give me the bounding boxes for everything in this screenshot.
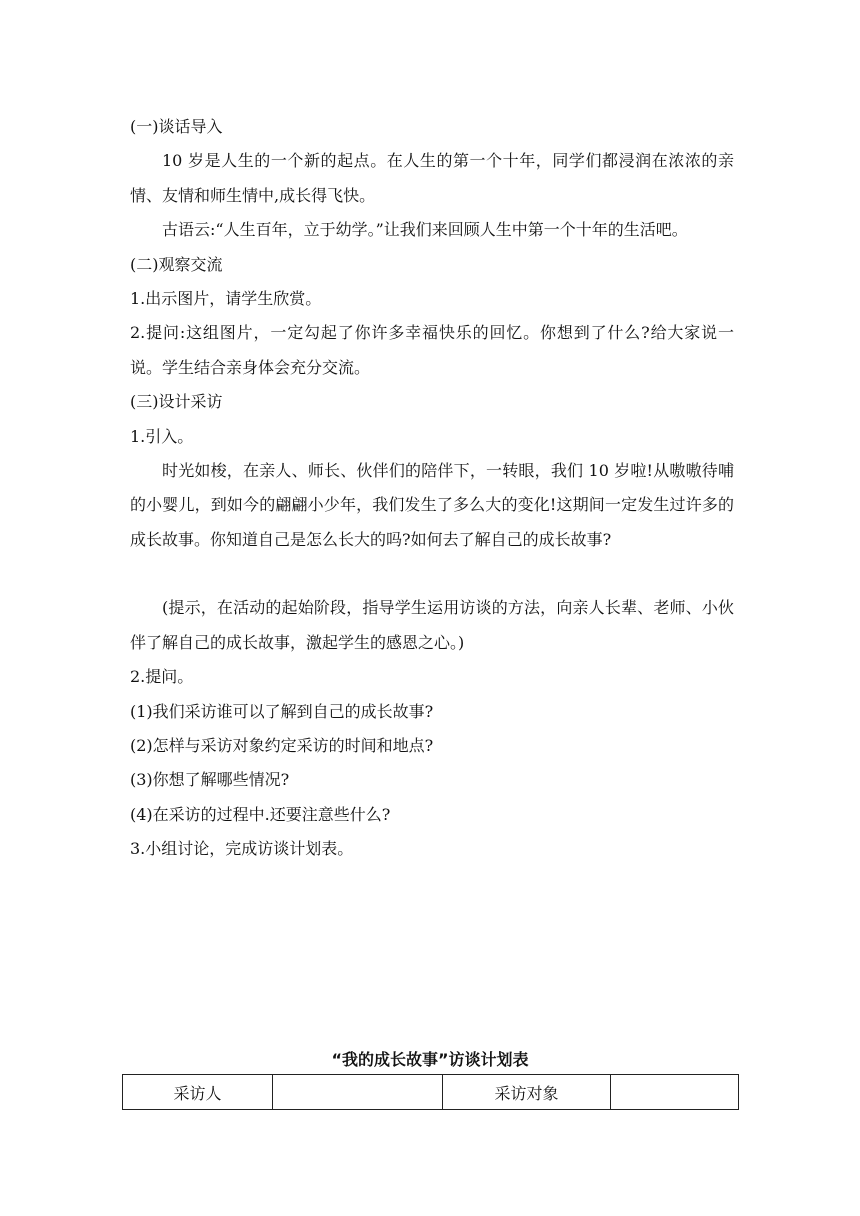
list-item-introduction: 1.引入。 (130, 426, 194, 446)
paragraph-intro: 10 岁是人生的一个新的起点。在人生的第一个十年，同学们都浸润在浓浓的亲情、友情和师生情中,成长得飞快。 (130, 151, 734, 205)
question-4: (4)在采访的过程中.还要注意些什么? (130, 804, 391, 824)
interviewer-label-cell: 采访人 (123, 1075, 273, 1110)
list-item-group-discussion: 3.小组讨论，完成访谈计划表。 (130, 839, 354, 859)
table-title: “我的成长故事”访谈计划表 (331, 1050, 529, 1069)
list-item-ask: 2.提问。 (130, 667, 194, 687)
paragraph-quote: 古语云:“人生百年，立于幼学。”让我们来回顾人生中第一个十年的生活吧。 (162, 220, 688, 240)
section-heading-3: (三)设计采访 (130, 392, 223, 412)
interviewee-label-cell: 采访对象 (443, 1075, 611, 1110)
paragraph-time-flies: 时光如梭，在亲人、师长、伙伴们的陪伴下，一转眼，我们 10 岁啦!从嗷嗷待哺的小婴儿，到如今的翩翩小少年，我们发生了多么大的变化!这期间一定发生过许多的成长故事。你知道自己是怎么长大的吗?如何去了解自己的成长故事? (130, 461, 734, 549)
question-2: (2)怎样与采访对象约定采访的时间和地点? (130, 735, 434, 755)
interviewer-value-cell[interactable] (273, 1075, 443, 1110)
question-1: (1)我们采访谁可以了解到自己的成长故事? (130, 701, 434, 721)
question-3: (3)你想了解哪些情况? (130, 770, 290, 790)
section-heading-1: (一)谈话导入 (130, 117, 223, 136)
section-heading-2: (二)观察交流 (130, 254, 223, 274)
interview-plan-table (122, 1074, 739, 1110)
list-item-question: 2.提问:这组图片，一定勾起了你许多幸福快乐的回忆。你想到了什么?给大家说一说。学生结合亲身体会充分交流。 (130, 323, 734, 377)
document-body (130, 110, 734, 867)
table-row (123, 1075, 739, 1110)
paragraph-hint: (提示，在活动的起始阶段，指导学生运用访谈的方法，向亲人长辈、老师、小伙伴了解自己的成长故事，激起学生的感恩之心。) (130, 598, 734, 652)
list-item-show-pictures: 1.出示图片，请学生欣赏。 (130, 289, 322, 309)
paragraph-spacer (130, 557, 734, 591)
interviewee-value-cell[interactable] (611, 1075, 739, 1110)
